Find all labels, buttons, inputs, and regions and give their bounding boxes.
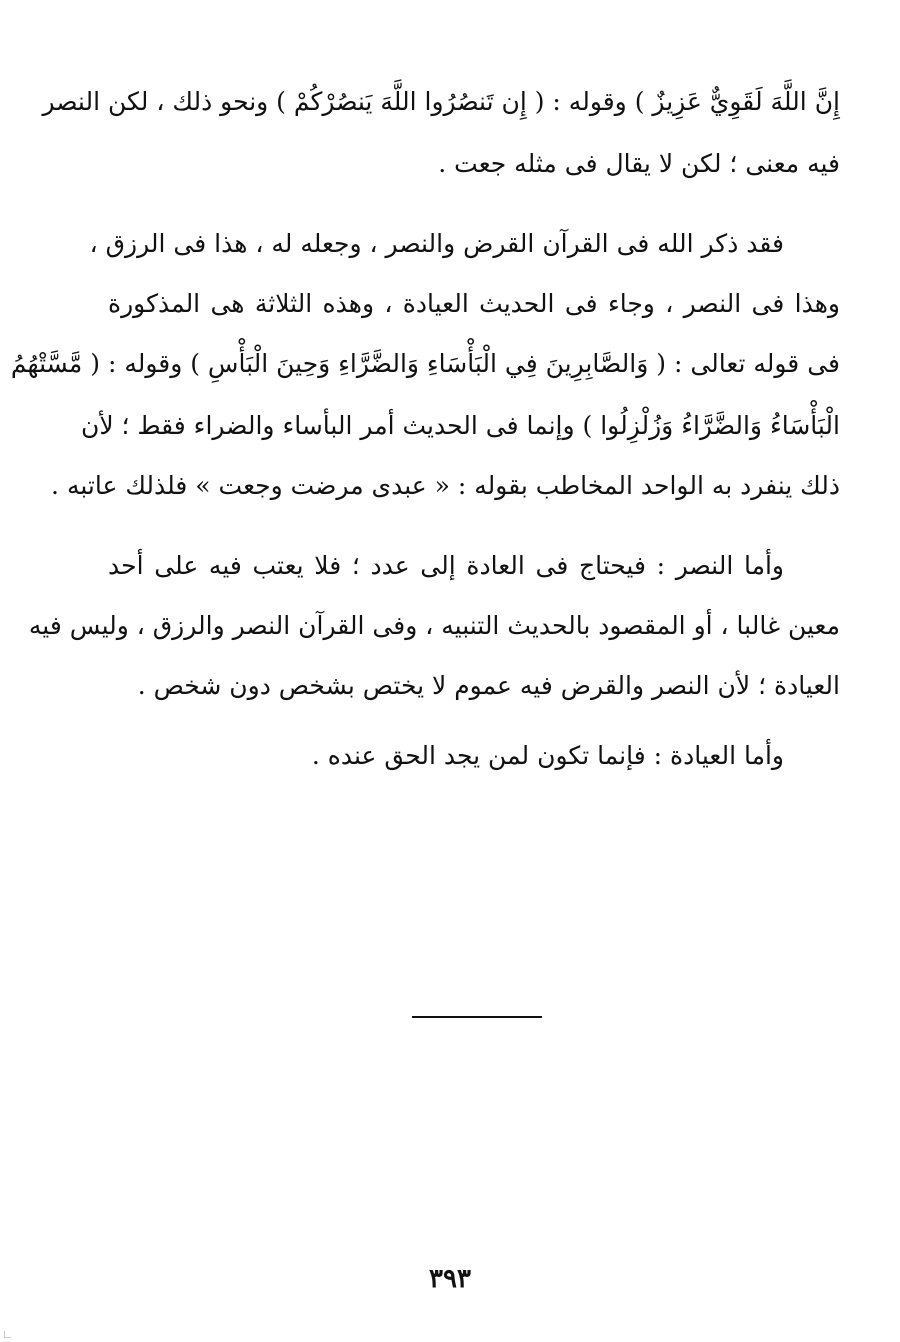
text-line-7: ذلك ينفرد به الواحد المخاطب بقوله : « عبدى مرضت وجعت » فلذلك عاتبه . <box>51 471 840 500</box>
page-number: ٣٩٣ <box>429 1264 471 1294</box>
text-line-4: وهذا فى النصر ، وجاء فى الحديث العيادة ، وهذه الثلاثة هى المذكورة <box>108 289 840 318</box>
text-line-3: فقد ذكر الله فى القرآن القرض والنصر ، وجعله له ، هذا فى الرزق ، <box>89 229 784 258</box>
footnote-separator-rule <box>412 1016 542 1018</box>
text-line-11: وأما العيادة : فإنما تكون لمن يجد الحق عنده . <box>311 741 784 770</box>
text-line-5: فى قوله تعالى : ( وَالصَّابِرِينَ فِي الْبَأْسَاءِ وَالضَّرَّاءِ وَحِينَ الْبَأْسِ ) وقوله : ( مَّسَّتْهُمُ <box>10 349 840 378</box>
text-line-2: فيه معنى ؛ لكن لا يقال فى مثله جعت . <box>438 149 840 178</box>
text-line-10: العيادة ؛ لأن النصر والقرض فيه عموم لا يختص بشخص دون شخص . <box>137 671 840 700</box>
text-line-9: معين غالبا ، أو المقصود بالحديث التنبيه ، وفى القرآن النصر والرزق ، وليس فيه <box>28 611 840 640</box>
text-line-6: الْبَأْسَاءُ وَالضَّرَّاءُ وَزُلْزِلُوا ) وإنما فى الحديث أمر البأساء والضراء فقط ؛ لأن <box>80 411 840 440</box>
text-line-1: إِنَّ اللَّهَ لَقَوِيٌّ عَزِيزٌ ) وقوله : ( إِن تَنصُرُوا اللَّهَ يَنصُرْكُمْ ) ونحو ذلك ، لكن النصر <box>42 87 840 116</box>
text-line-8: وأما النصر : فيحتاج فى العادة إلى عدد ؛ فلا يعتب فيه على أحد <box>108 551 784 580</box>
scan-corner-mark <box>4 1331 11 1338</box>
